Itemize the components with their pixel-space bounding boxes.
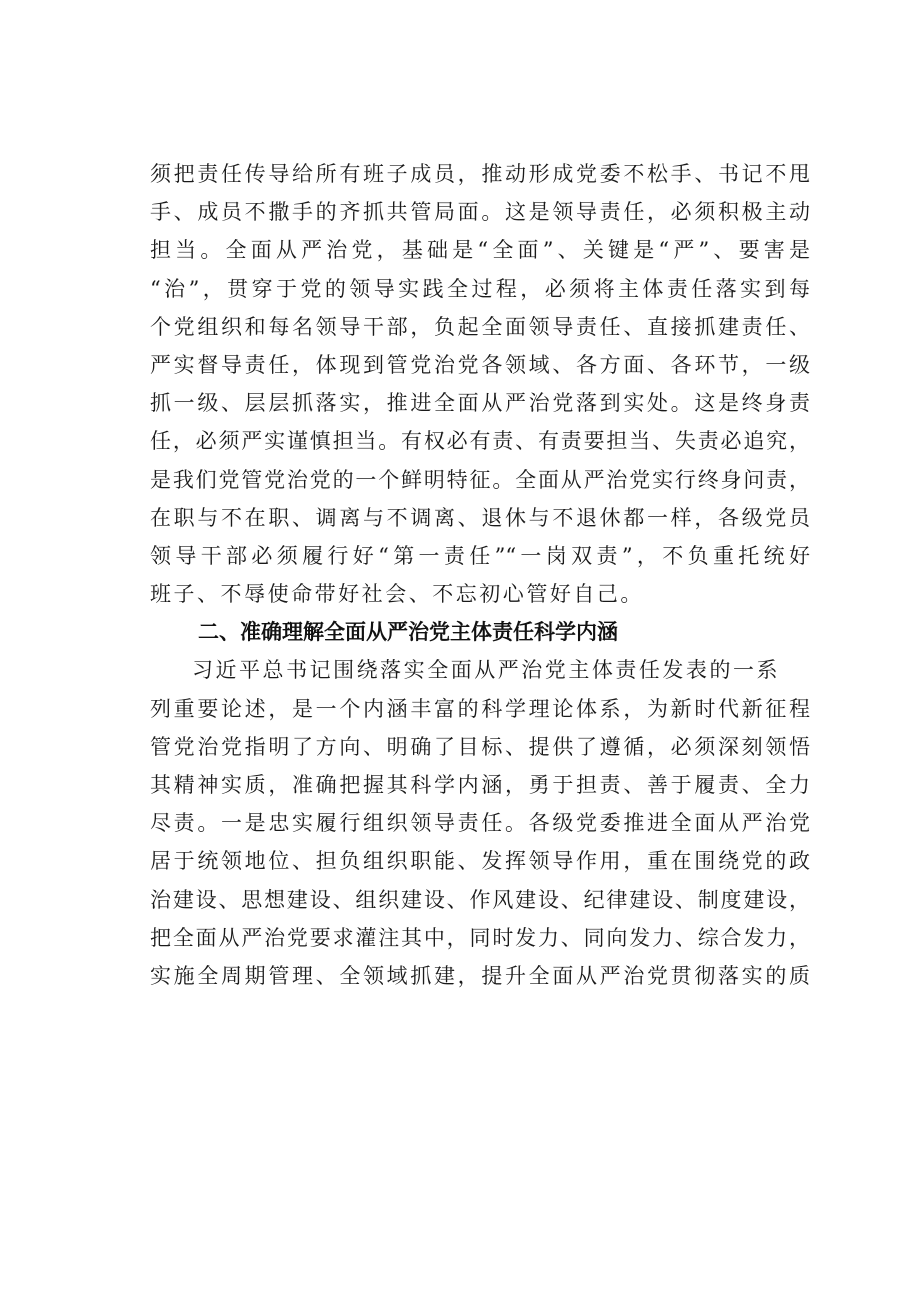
paragraph-2-line: 把全面从严治党要求灌注其中，同时发力、同向发力、综合发力， bbox=[150, 925, 810, 950]
paragraph-2-line: 实施全周期管理、全领域抓建，提升全面从严治党贯彻落实的质 bbox=[150, 963, 810, 988]
paragraph-2-line: 列重要论述，是一个内涵丰富的科学理论体系，为新时代新征程 bbox=[150, 696, 810, 721]
document-body bbox=[150, 155, 810, 995]
section-heading: 二、准确理解全面从严治党主体责任科学内涵 bbox=[198, 620, 618, 645]
paragraph-2-line: 习近平总书记围绕落实全面从严治党主体责任发表的一系 bbox=[192, 658, 780, 683]
paragraph-1-line: 班子、不辱使命带好社会、不忘初心管好自己。 bbox=[150, 582, 644, 607]
paragraph-1-line: 领导干部必须履行好“第一责任”“一岗双责”，不负重托统好 bbox=[150, 543, 810, 568]
paragraph-1-line: 抓一级、层层抓落实，推进全面从严治党落到实处。这是终身责 bbox=[150, 391, 810, 416]
paragraph-1-line: 严实督导责任，体现到管党治党各领域、各方面、各环节，一级 bbox=[150, 352, 810, 377]
paragraph-2-line: 管党治党指明了方向、明确了目标、提供了遵循，必须深刻领悟 bbox=[150, 734, 810, 759]
paragraph-1-line: 任，必须严实谨慎担当。有权必有责、有责要担当、失责必追究， bbox=[150, 429, 810, 454]
paragraph-1-line: 是我们党管党治党的一个鲜明特征。全面从严治党实行终身问责， bbox=[150, 467, 810, 492]
paragraph-2-line: 尽责。一是忠实履行组织领导责任。各级党委推进全面从严治党 bbox=[150, 811, 810, 836]
paragraph-1-line: “治”，贯穿于党的领导实践全过程，必须将主体责任落实到每 bbox=[150, 276, 810, 301]
paragraph-1-line: 个党组织和每名领导干部，负起全面领导责任、直接抓建责任、 bbox=[150, 314, 810, 339]
paragraph-2-line: 治建设、思想建设、组织建设、作风建设、纪律建设、制度建设， bbox=[150, 887, 810, 912]
paragraph-1-line: 须把责任传导给所有班子成员，推动形成党委不松手、书记不甩 bbox=[150, 162, 810, 186]
paragraph-1-line: 在职与不在职、调离与不调离、退休与不退休都一样，各级党员 bbox=[150, 505, 810, 530]
paragraph-2-line: 其精神实质，准确把握其科学内涵，勇于担责、善于履责、全力 bbox=[150, 773, 810, 797]
paragraph-2-line: 居于统领地位、担负组织职能、发挥领导作用，重在围绕党的政 bbox=[150, 849, 810, 874]
paragraph-1 bbox=[150, 155, 810, 613]
paragraph-1-line: 担当。全面从严治党，基础是“全面”、关键是“严”、要害是 bbox=[150, 238, 810, 263]
paragraph-1-line: 手、成员不撒手的齐抓共管局面。这是领导责任，必须积极主动 bbox=[150, 200, 810, 225]
paragraph-2 bbox=[150, 651, 810, 995]
